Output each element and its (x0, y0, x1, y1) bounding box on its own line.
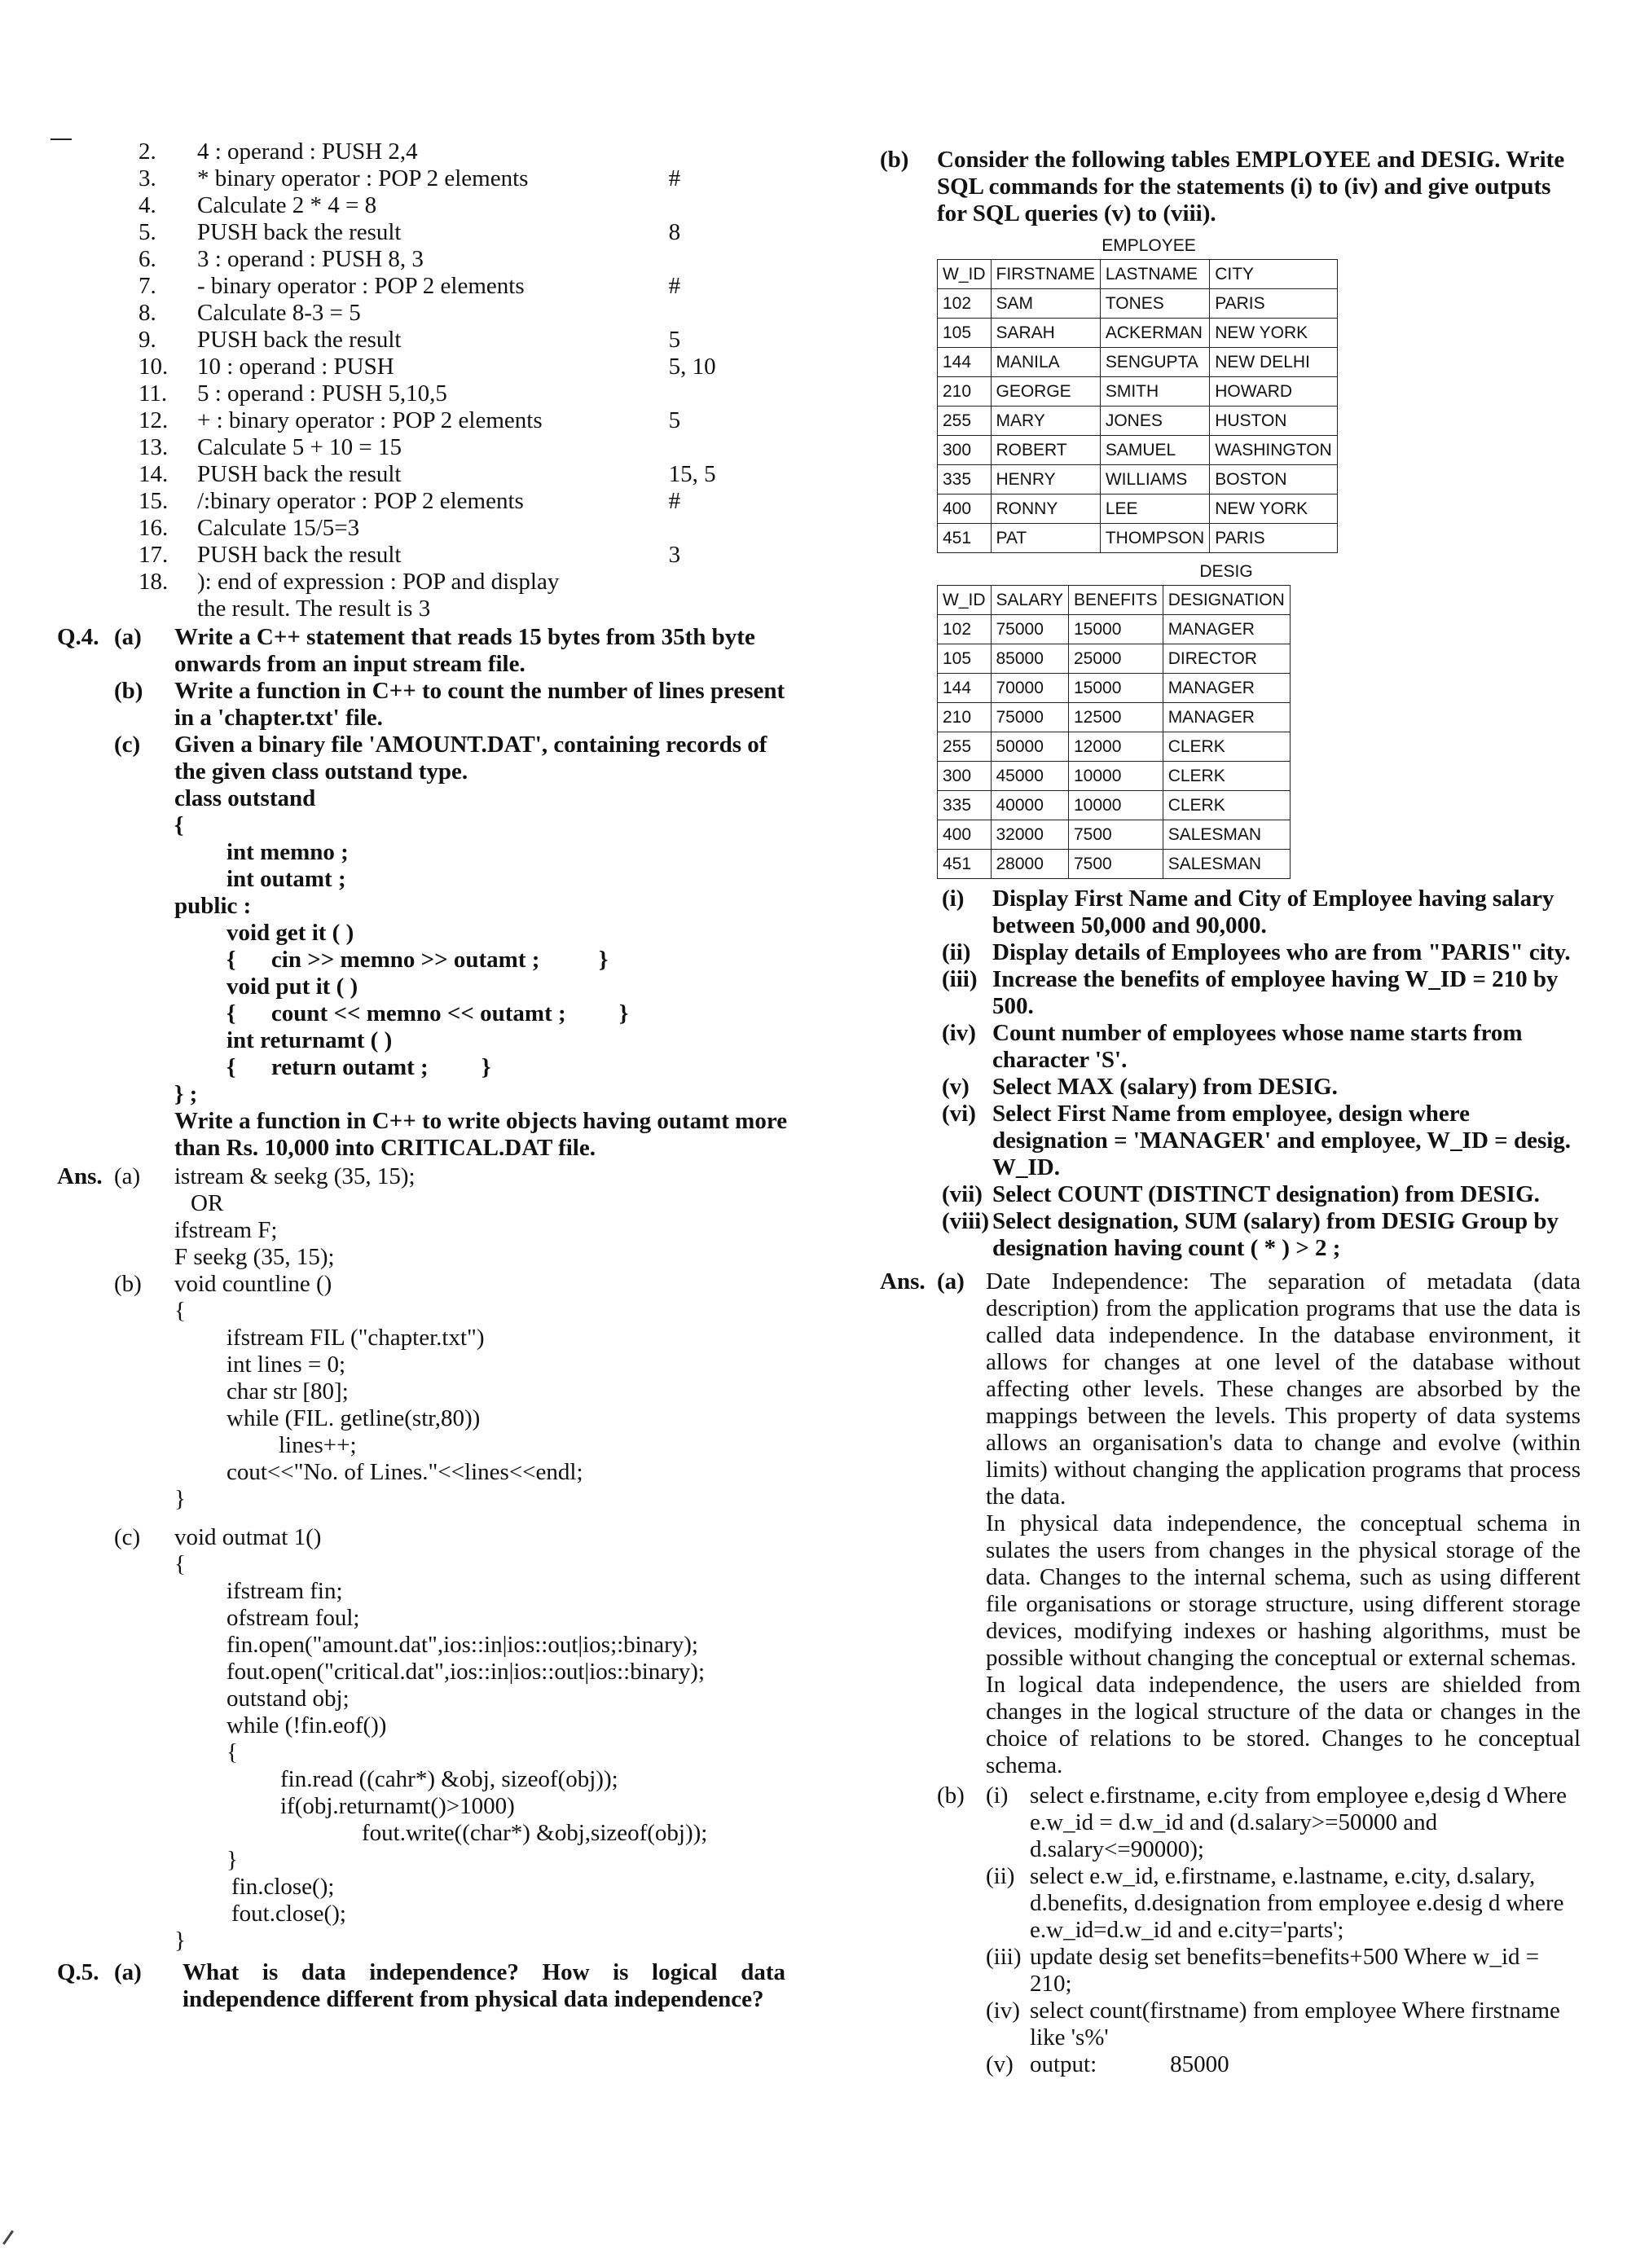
sql-answer-label: (iii) (986, 1944, 1022, 1970)
sql-answer-item (986, 1863, 1581, 1944)
answer-c-code-line: fin.close(); (231, 1874, 335, 1900)
step-stack: 5 (668, 407, 681, 433)
stack-step-row (57, 192, 790, 219)
output-value: 85000 (1170, 2051, 1229, 2077)
right-column (880, 147, 1581, 2078)
answer-paragraph: Date Independence: The separation of metadata (data description) from the application programs that use the data is called data independence. In the database environment, it allows for changes at one level of the database without affecting other levels. These changes are absorbed by the mappings between the levels. This property of data systems allows an organisation's data to change and evolve (within limits) without changing the application programs that process the data. (986, 1268, 1581, 1510)
desig-table (937, 585, 1291, 879)
desig-row (938, 762, 1291, 791)
step-stack: 3 (668, 542, 681, 568)
answer-c-code-line: } (226, 1847, 238, 1873)
step-number: 8. (139, 300, 156, 326)
employee-cell: GEORGE (991, 377, 1100, 407)
desig-cell: SALESMAN (1163, 820, 1290, 850)
answer-c-code-line: void outmat 1() (174, 1524, 322, 1550)
step-stack (669, 515, 790, 542)
sql-answer-item (986, 2051, 1581, 2078)
employee-cell: JONES (1100, 407, 1209, 436)
desig-header-cell: BENEFITS (1069, 586, 1163, 615)
employee-header-cell: CITY (1210, 260, 1338, 289)
query-label: (ii) (942, 939, 971, 965)
employee-cell: PAT (991, 524, 1100, 553)
desig-cell: 50000 (991, 732, 1069, 762)
desig-row (938, 820, 1291, 850)
step-text: + : binary operator : POP 2 elements (197, 407, 543, 433)
stack-step-row (57, 434, 790, 461)
desig-cell: DIRECTOR (1163, 644, 1290, 674)
query-text: Increase the benefits of employee having W_ID = 210 by 500. (992, 966, 1559, 1019)
ans-b-code (174, 1271, 583, 1513)
stack-step-row (57, 165, 790, 192)
employee-row (938, 436, 1338, 465)
desig-cell: 15000 (1069, 674, 1163, 703)
desig-cell: 32000 (991, 820, 1069, 850)
answer-b-code-line: void countline () (174, 1271, 332, 1297)
step-number: 11. (139, 380, 168, 407)
desig-row (938, 791, 1291, 820)
q5a-text: What is data independence? How is logical data independence different from physical data independence? (182, 1959, 785, 2012)
class-code-line: { (174, 812, 184, 838)
step-text: Calculate 2 * 4 = 8 (197, 192, 377, 218)
step-stack: 8 (668, 219, 681, 245)
ans-c-label: (c) (114, 1524, 141, 1550)
ans-right-b-items (986, 1782, 1581, 2078)
employee-cell: SAM (991, 289, 1100, 319)
step-number: 17. (139, 542, 169, 568)
stack-step-row (57, 354, 790, 380)
step-number: 16. (139, 515, 169, 541)
query-label: (iv) (942, 1020, 976, 1046)
stack-step-row (57, 542, 790, 569)
desig-table-wrap (937, 558, 1515, 879)
answer-a-line: OR (191, 1190, 224, 1216)
answer-b-code-line: } (174, 1486, 186, 1512)
desig-cell: 210 (938, 703, 992, 732)
answer-a-line: ifstream F; (174, 1217, 278, 1243)
step-number: 4. (139, 192, 156, 218)
query-item (942, 1020, 1581, 1074)
q5-label: Q.5. (57, 1959, 99, 1985)
answers-right (880, 1268, 1581, 2078)
q4c-text: Given a binary file 'AMOUNT.DAT', containing records of the given class outstand type. (174, 732, 767, 785)
stack-step-row (57, 461, 790, 488)
employee-cell: 451 (938, 524, 992, 553)
desig-cell: 75000 (991, 703, 1069, 732)
desig-cell: 7500 (1069, 850, 1163, 879)
answer-a-line: F seekg (35, 15); (174, 1244, 335, 1270)
step-text: 3 : operand : PUSH 8, 3 (197, 246, 424, 272)
answer-b-code-line: cout<<"No. of Lines."<<lines<<endl; (226, 1459, 583, 1485)
answer-c-code-line: fout.close(); (231, 1901, 346, 1927)
q4b-label: (b) (114, 678, 143, 704)
ans-right-label: Ans. (880, 1268, 926, 1294)
employee-cell: HENRY (991, 465, 1100, 494)
ans-c-code (174, 1524, 707, 1954)
class-code-line: void put it ( ) (226, 974, 358, 1000)
step-text: 5 : operand : PUSH 5,10,5 (197, 380, 447, 407)
step-text: Calculate 5 + 10 = 15 (197, 434, 402, 460)
question-4 (57, 624, 790, 1162)
part-b-text: Consider the following tables EMPLOYEE and DESIG. Write SQL commands for the statements (i) to (iv) and give outputs for SQL queries (v) to (viii). (937, 147, 1565, 226)
desig-cell: 451 (938, 850, 992, 879)
employee-cell: 105 (938, 319, 992, 348)
step-text: * binary operator : POP 2 elements (197, 165, 529, 191)
query-item (942, 1074, 1581, 1101)
step-number: 3. (139, 165, 156, 191)
step-text: ): end of expression : POP and display (197, 569, 560, 595)
answer-b-code-line: while (FIL. getline(str,80)) (226, 1405, 481, 1431)
desig-cell: 400 (938, 820, 992, 850)
employee-header-row (938, 260, 1338, 289)
employee-cell: MANILA (991, 348, 1100, 377)
desig-cell: 40000 (991, 791, 1069, 820)
step-stack (669, 138, 790, 165)
stack-step-row (57, 380, 790, 407)
desig-cell: 12500 (1069, 703, 1163, 732)
ans-a-label: (a) (114, 1163, 141, 1189)
ans-b-label: (b) (114, 1271, 142, 1297)
desig-row (938, 615, 1291, 644)
desig-cell: MANAGER (1163, 615, 1290, 644)
desig-cell: 12000 (1069, 732, 1163, 762)
query-text: Select MAX (salary) from DESIG. (992, 1074, 1338, 1100)
answer-c-code-line: fout.write((char*) &obj,sizeof(obj)); (362, 1820, 708, 1846)
desig-cell: 75000 (991, 615, 1069, 644)
employee-cell: HOWARD (1210, 377, 1338, 407)
step-text: PUSH back the result (197, 542, 402, 568)
answer-b-code-line: lines++; (279, 1432, 357, 1458)
sql-answer-label: (iv) (986, 1998, 1020, 2024)
query-item (942, 939, 1581, 966)
employee-row (938, 377, 1338, 407)
employee-cell: SARAH (991, 319, 1100, 348)
desig-header-row (938, 586, 1291, 615)
employee-row (938, 465, 1338, 494)
sql-answer-text: select e.w_id, e.firstname, e.lastname, e.city, d.salary, d.benefits, d.designation from employee e.desig d where e.w_id=d.w_id and e.city='parts'; (1030, 1863, 1564, 1943)
desig-cell: 85000 (991, 644, 1069, 674)
class-code-line: } ; (174, 1081, 198, 1107)
employee-cell: 144 (938, 348, 992, 377)
step-text: PUSH back the result (197, 219, 402, 245)
stack-step-row (57, 569, 790, 596)
employee-cell: SAMUEL (1100, 436, 1209, 465)
employee-cell: 400 (938, 494, 992, 524)
stack-step-row (57, 327, 790, 354)
employee-cell: ACKERMAN (1100, 319, 1209, 348)
ans-right-b-label: (b) (937, 1782, 965, 1809)
answers-left (57, 1163, 790, 1954)
q4-label: Q.4. (57, 624, 99, 650)
ans-a-lines (174, 1163, 416, 1271)
query-item (942, 1208, 1581, 1262)
step-number: 7. (139, 273, 156, 299)
desig-cell: 105 (938, 644, 992, 674)
employee-table-wrap (937, 232, 1361, 553)
q4c-label: (c) (114, 732, 141, 758)
employee-cell: 335 (938, 465, 992, 494)
answer-c-code-line: { (226, 1739, 238, 1765)
query-label: (vi) (942, 1101, 976, 1127)
employee-header-cell: FIRSTNAME (991, 260, 1100, 289)
step-text: PUSH back the result (197, 461, 402, 487)
answer-c-code-line: ofstream foul; (226, 1605, 360, 1631)
employee-table (937, 259, 1338, 553)
sql-answer-label: (i) (986, 1782, 1009, 1809)
step-number: 15. (139, 488, 169, 514)
query-text: Select COUNT (DISTINCT designation) from DESIG. (992, 1181, 1540, 1207)
employee-cell: SENGUPTA (1100, 348, 1209, 377)
step-text: 10 : operand : PUSH (197, 354, 394, 380)
ans-right-a-text (986, 1268, 1581, 1779)
step-stack: 5 (668, 327, 681, 353)
step-text: - binary operator : POP 2 elements (197, 273, 525, 299)
class-code-line: int outamt ; (226, 866, 346, 892)
step-stack (669, 569, 790, 596)
answer-c-code-line: while (!fin.eof()) (226, 1712, 387, 1738)
desig-cell: 15000 (1069, 615, 1163, 644)
employee-cell: BOSTON (1210, 465, 1338, 494)
step-text: 4 : operand : PUSH 2,4 (197, 138, 418, 165)
answer-paragraph: In physical data independence, the conceptual schema in sulates the users from changes in the physical storage of the data. Changes to the internal schema, such as using different file organisations or storage structure, using different storage devices, modifying indexes or hashing algorithms, must be possible without changing the conceptual or external schemas. (986, 1510, 1581, 1671)
stack-step-row (57, 273, 790, 300)
sql-answer-text: select e.firstname, e.city from employee e,desig d Where e.w_id = d.w_id and (d.salary>=50000 and d.salary<=90000); (1030, 1782, 1567, 1862)
employee-cell: 210 (938, 377, 992, 407)
employee-cell: MARY (991, 407, 1100, 436)
employee-row (938, 494, 1338, 524)
sql-answer-label: (ii) (986, 1863, 1015, 1889)
desig-cell: 10000 (1069, 762, 1163, 791)
desig-header-cell: DESIGNATION (1163, 586, 1290, 615)
desig-cell: 300 (938, 762, 992, 791)
query-list (880, 886, 1581, 1262)
class-code-line: { cin >> memno >> outamt ; } (226, 947, 609, 973)
q4c-task: Write a function in C++ to write objects having outamt more than Rs. 10,000 into CRITICAL.DAT file. (174, 1108, 788, 1161)
step-stack (669, 300, 790, 327)
part-b-label: (b) (880, 147, 909, 173)
employee-cell: WASHINGTON (1210, 436, 1338, 465)
desig-cell: 10000 (1069, 791, 1163, 820)
step-number: 12. (139, 407, 169, 433)
desig-cell: CLERK (1163, 791, 1290, 820)
employee-row (938, 407, 1338, 436)
employee-cell: HUSTON (1210, 407, 1338, 436)
employee-row (938, 348, 1338, 377)
stack-step-row (57, 246, 790, 273)
employee-cell: RONNY (991, 494, 1100, 524)
ans-right-a-label: (a) (937, 1268, 965, 1294)
query-text: Select First Name from employee, design where designation = 'MANAGER' and employee, W_ID = desig. W_ID. (992, 1101, 1572, 1180)
class-code-line: void get it ( ) (226, 920, 354, 946)
desig-row (938, 732, 1291, 762)
desig-row (938, 644, 1291, 674)
desig-cell: 255 (938, 732, 992, 762)
corner-mark-bottom (2, 2230, 14, 2244)
answer-c-code-line: fin.open("amount.dat",ios::in|ios::out|ios;:binary); (226, 1632, 698, 1658)
desig-cell: SALESMAN (1163, 850, 1290, 879)
employee-cell: SMITH (1100, 377, 1209, 407)
sql-answer-text: output: (1030, 2051, 1097, 2077)
employee-cell: PARIS (1210, 524, 1338, 553)
step-number: 10. (139, 354, 169, 380)
query-label: (i) (942, 886, 965, 912)
q4b-text: Write a function in C++ to count the number of lines present in a 'chapter.txt' file. (174, 678, 785, 731)
answer-paragraph: In logical data independence, the users are shielded from changes in the logical structure of the data or changes in the choice of relations to be stored. Changes to he conceptual schema. (986, 1672, 1581, 1778)
sql-answer-text: select count(firstname) from employee Where firstname like 's%' (1030, 1998, 1560, 2050)
class-code-line: { return outamt ; } (226, 1054, 491, 1080)
query-item (942, 886, 1581, 939)
employee-cell: LEE (1100, 494, 1209, 524)
step-number: 18. (139, 569, 169, 595)
step-stack: # (668, 273, 681, 299)
stack-steps (57, 138, 790, 596)
ans-label: Ans. (57, 1163, 103, 1189)
query-text: Count number of employees whose name starts from character 'S'. (992, 1020, 1523, 1073)
class-code-line: { count << memno << outamt ; } (226, 1000, 629, 1026)
query-label: (iii) (942, 966, 978, 992)
sql-answer-text: update desig set benefits=benefits+500 Where w_id = 210; (1030, 1944, 1540, 1997)
employee-caption: EMPLOYEE (1102, 236, 1196, 255)
q5a-label: (a) (114, 1959, 142, 1985)
class-code-line: int memno ; (226, 839, 349, 865)
employee-cell: 255 (938, 407, 992, 436)
desig-header-cell: SALARY (991, 586, 1069, 615)
step-stack (669, 246, 790, 273)
employee-row (938, 524, 1338, 553)
step-number: 5. (139, 219, 156, 245)
q4a-text: Write a C++ statement that reads 15 bytes from 35th byte onwards from an input stream file. (174, 624, 755, 677)
query-item (942, 1101, 1581, 1181)
step-stack (669, 434, 790, 461)
step-stack (669, 380, 790, 407)
answer-c-code-line: ifstream fin; (226, 1578, 343, 1604)
stack-step-row (57, 300, 790, 327)
stack-step-row (57, 407, 790, 434)
employee-header-cell: W_ID (938, 260, 992, 289)
answer-c-code-line: if(obj.returnamt()>1000) (280, 1793, 515, 1819)
desig-caption: DESIG (1199, 562, 1253, 581)
employee-header-cell: LASTNAME (1100, 260, 1209, 289)
stack-step-row (57, 488, 790, 515)
answer-b-code-line: ifstream FIL ("chapter.txt") (226, 1325, 485, 1351)
step-number: 9. (139, 327, 156, 353)
class-code-line: public : (174, 893, 252, 919)
step-number: 13. (139, 434, 169, 460)
employee-cell: ROBERT (991, 436, 1100, 465)
employee-cell: 300 (938, 436, 992, 465)
desig-cell: MANAGER (1163, 703, 1290, 732)
desig-row (938, 703, 1291, 732)
answer-c-code-line: } (174, 1927, 186, 1954)
query-item (942, 966, 1581, 1020)
desig-cell: MANAGER (1163, 674, 1290, 703)
step-stack (669, 192, 790, 219)
stack-step-row (57, 138, 790, 165)
step-stack: # (668, 165, 681, 191)
answer-c-code-line: fout.open("critical.dat",ios::in|ios::out|ios::binary); (226, 1659, 705, 1685)
step-text: Calculate 15/5=3 (197, 515, 360, 541)
step-continuation: the result. The result is 3 (197, 596, 431, 622)
query-label: (viii) (942, 1208, 989, 1234)
query-text: Display details of Employees who are from "PARIS" city. (992, 939, 1571, 965)
desig-cell: 7500 (1069, 820, 1163, 850)
question-5 (57, 1959, 790, 2013)
desig-row (938, 850, 1291, 879)
step-text: PUSH back the result (197, 327, 402, 353)
step-stack: # (668, 488, 681, 514)
answer-a-line: istream & seekg (35, 15); (174, 1163, 416, 1189)
desig-cell: 70000 (991, 674, 1069, 703)
answer-b-code-line: char str [80]; (226, 1378, 349, 1404)
step-number: 2. (139, 138, 156, 165)
step-number: 6. (139, 246, 156, 272)
sql-answer-label: (v) (986, 2051, 1014, 2077)
answer-b-code-line: { (174, 1298, 186, 1324)
employee-cell: 102 (938, 289, 992, 319)
step-stack: 15, 5 (668, 461, 716, 487)
desig-cell: CLERK (1163, 762, 1290, 791)
employee-cell: NEW YORK (1210, 319, 1338, 348)
query-label: (v) (942, 1074, 970, 1100)
query-item (942, 1181, 1581, 1208)
sql-answer-item (986, 1998, 1581, 2051)
desig-cell: 45000 (991, 762, 1069, 791)
employee-cell: THOMPSON (1100, 524, 1209, 553)
employee-cell: NEW DELHI (1210, 348, 1338, 377)
query-text: Display First Name and City of Employee having salary between 50,000 and 90,000. (992, 886, 1554, 938)
desig-header-cell: W_ID (938, 586, 992, 615)
step-stack: 5, 10 (668, 354, 716, 380)
answer-c-code-line: fin.read ((cahr*) &obj, sizeof(obj)); (280, 1766, 618, 1792)
stack-step-row (57, 219, 790, 246)
desig-cell: 144 (938, 674, 992, 703)
employee-cell: PARIS (1210, 289, 1338, 319)
q4a-label: (a) (114, 624, 142, 650)
query-label: (vii) (942, 1181, 983, 1207)
class-code-block (57, 785, 790, 1108)
desig-row (938, 674, 1291, 703)
query-text: Select designation, SUM (salary) from DESIG Group by designation having count ( * ) > 2 ; (992, 1208, 1559, 1261)
employee-row (938, 319, 1338, 348)
class-code-line: class outstand (174, 785, 316, 811)
step-text: Calculate 8-3 = 5 (197, 300, 361, 326)
desig-cell: 335 (938, 791, 992, 820)
employee-row (938, 289, 1338, 319)
left-column (57, 138, 790, 2013)
employee-cell: WILLIAMS (1100, 465, 1209, 494)
answer-b-code-line: int lines = 0; (226, 1352, 346, 1378)
desig-cell: CLERK (1163, 732, 1290, 762)
step-number: 14. (139, 461, 169, 487)
answer-c-code-line: { (174, 1551, 186, 1577)
part-b-intro (880, 147, 1581, 227)
sql-answer-item (986, 1944, 1581, 1998)
answer-c-code-line: outstand obj; (226, 1686, 350, 1712)
class-code-line: int returnamt ( ) (226, 1027, 393, 1053)
step-text: /:binary operator : POP 2 elements (197, 488, 524, 514)
desig-cell: 28000 (991, 850, 1069, 879)
employee-cell: NEW YORK (1210, 494, 1338, 524)
stack-step-row (57, 515, 790, 542)
employee-cell: TONES (1100, 289, 1209, 319)
desig-cell: 25000 (1069, 644, 1163, 674)
desig-cell: 102 (938, 615, 992, 644)
sql-answer-item (986, 1782, 1581, 1863)
